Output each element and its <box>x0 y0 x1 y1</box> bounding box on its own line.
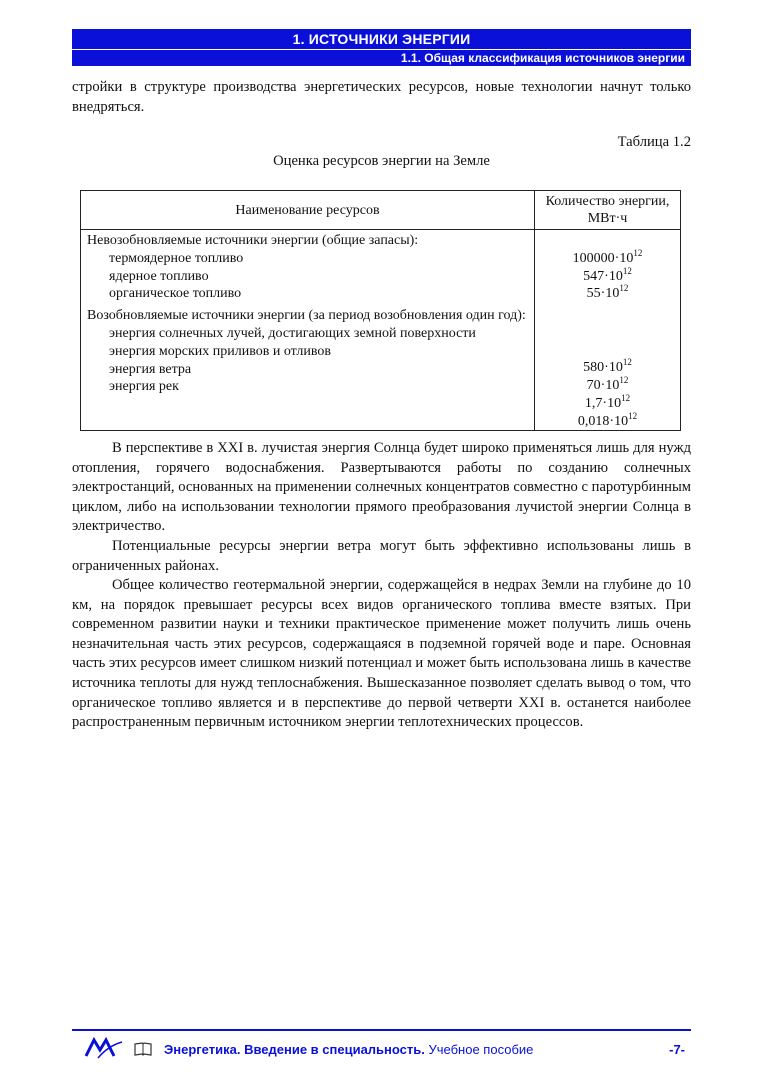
quantity-value: $55\cdot 10^{12}$ <box>586 283 629 302</box>
table-number: Таблица 1.2 <box>617 134 691 150</box>
group-label-nonrenewable: Невозобновляемые источники энергии (общие запасы): <box>87 233 419 248</box>
footer-book-subtitle: Учебное пособие <box>428 1042 534 1057</box>
quantity-value: $1,7\cdot 10^{12}$ <box>584 392 631 411</box>
column-header-name: Наименование ресурсов <box>81 191 535 230</box>
list-item: энергия рек <box>109 379 179 395</box>
list-item: ядерное топливо <box>109 268 209 284</box>
quantity-value: $0,018\cdot 10^{12}$ <box>577 410 638 429</box>
list-item: энергия солнечных лучей, достигающих земной поверхности <box>109 325 476 341</box>
page-number: -7- <box>669 1042 685 1057</box>
list-item: термоядерное топливо <box>109 250 244 266</box>
footer-book-title: Энергетика. Введение в специальность. <box>164 1042 425 1057</box>
publisher-logo <box>82 1036 126 1062</box>
chapter-header: 1. ИСТОЧНИКИ ЭНЕРГИИ <box>72 29 691 49</box>
list-item: энергия ветра <box>109 361 192 377</box>
footer-text <box>164 1042 533 1057</box>
resources-table <box>80 190 681 431</box>
footer <box>72 1036 691 1066</box>
table-header-row <box>81 191 681 230</box>
column-header-quantity: Количество энергии, МВт·ч <box>535 191 681 230</box>
body-paragraph: В перспективе в XXI в. лучистая энергия Солнца будет широко применяться лишь для нужд отопления, горячего водоснабжения. Развертываются работы по созданию солнечных электростанций, основанных на применении солнечных концентратов совместно с паротурбинным циклом, либо на использовании технологии прямого преобразования лучистой энергии Солнца в электричество. <box>72 440 691 535</box>
section-header: 1.1. Общая классификация источников энергии <box>72 50 691 66</box>
list-item: энергия морских приливов и отливов <box>109 343 332 359</box>
body-paragraph: Потенциальные ресурсы энергии ветра могут быть эффективно использованы лишь в ограниченных районах. <box>72 538 691 574</box>
quantity-value: $70\cdot 10^{12}$ <box>586 374 629 393</box>
list-item: органическое топливо <box>109 286 242 302</box>
quantity-value: $100000\cdot 10^{12}$ <box>572 247 643 266</box>
book-icon <box>134 1042 152 1056</box>
body-paragraph: Общее количество геотермальной энергии, содержащейся в недрах Земли на глубине до 10 км, на порядок превышает ресурсы всех видов органического топлива вместе взятых. При современном развитии науки и техники практическое применение может получить лишь очень незначительная часть этих ресурсов, содержащаяся в подземной горячей воде и паре. Основная часть этих ресурсов имеет слишком низкий потенциал и может быть использована лишь в качестве источника теплоты для нужд теплоснабжения. Вышесказанное позволяет сделать вывод о том, что органическое топливо является и в перспективе до первой четверти XXI в. останется наиболее распространенным первичным источником энергии теплотехнических процессов. <box>72 577 691 731</box>
table-row <box>81 230 681 431</box>
group-label-renewable: Возобновляемые источники энергии (за период возобновления один год): <box>87 308 526 324</box>
quantity-value: $547\cdot 10^{12}$ <box>583 265 632 284</box>
resource-names-cell <box>81 230 535 431</box>
quantity-value: $580\cdot 10^{12}$ <box>583 357 632 376</box>
intro-paragraph: стройки в структуре производства энергетических ресурсов, новые технологии начнут только внедряться. <box>72 79 691 115</box>
quantity-values-cell <box>535 230 681 431</box>
table-title: Оценка ресурсов энергии на Земле <box>273 153 490 169</box>
footer-rule <box>72 1029 691 1031</box>
